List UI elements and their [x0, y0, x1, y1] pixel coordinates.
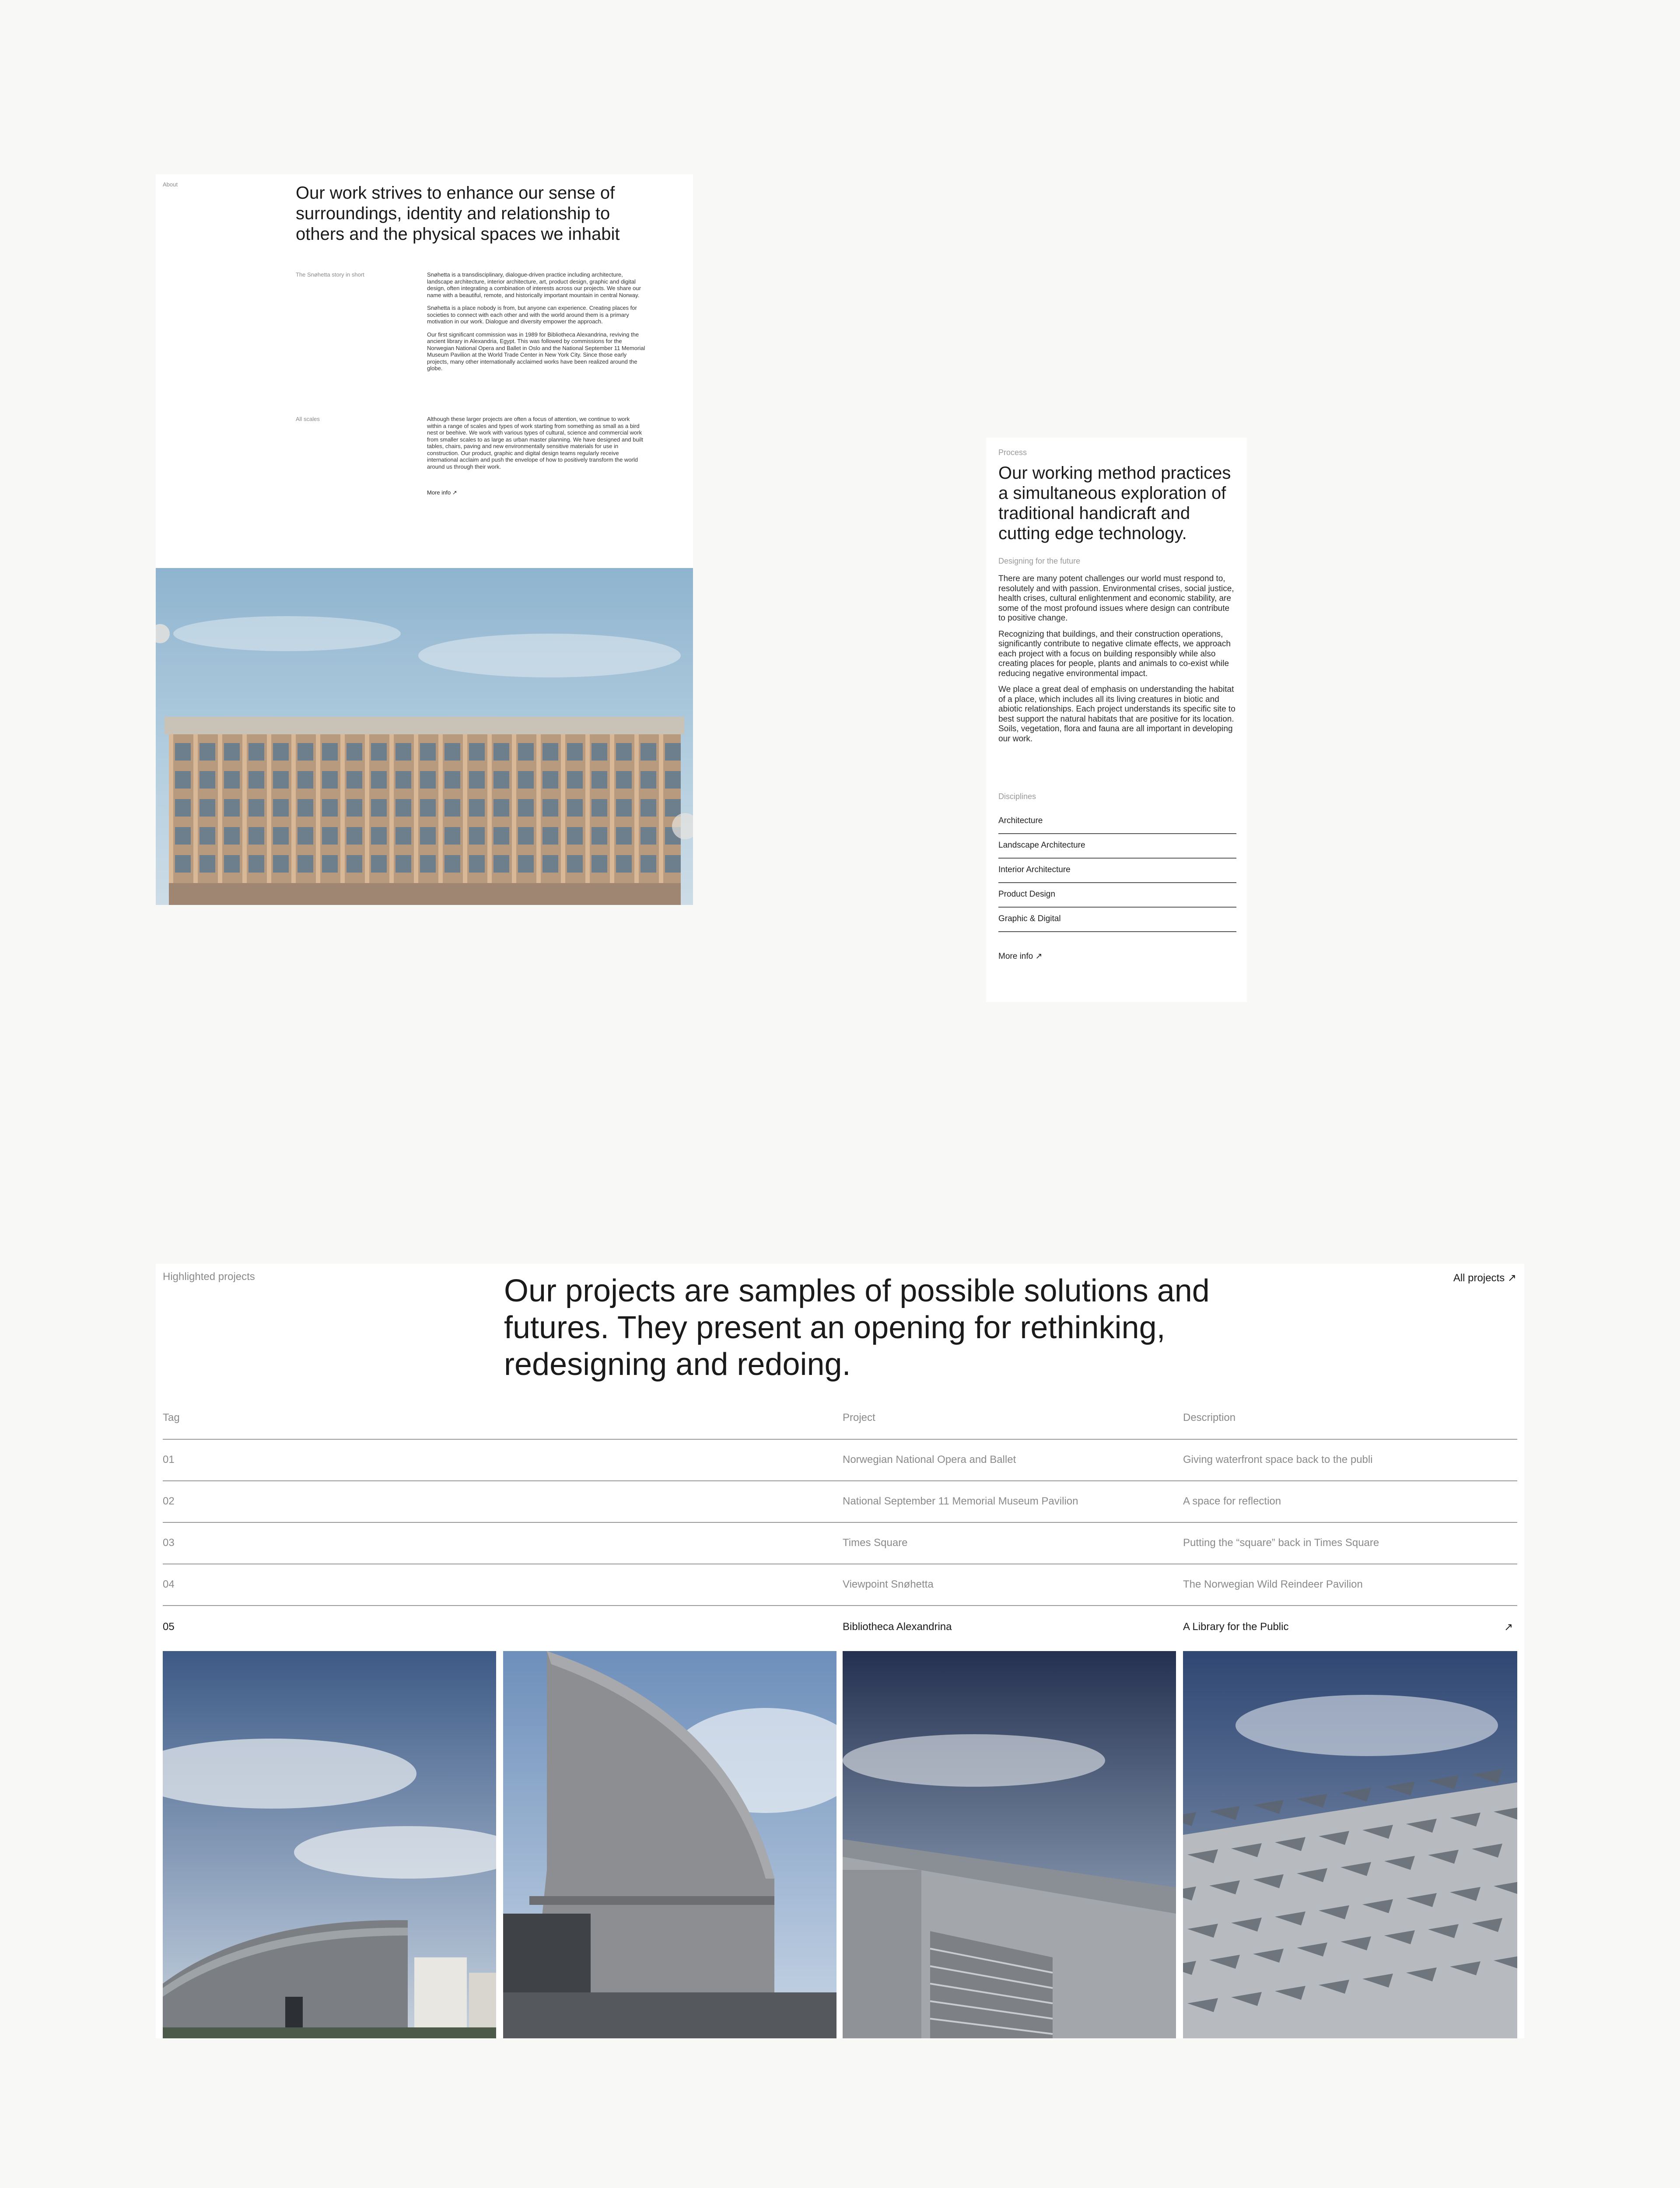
building-facade-photo	[156, 568, 693, 905]
row-project: Times Square	[843, 1537, 908, 1549]
row-project: Norwegian National Opera and Ballet	[843, 1454, 1016, 1466]
discipline-item[interactable]: Interior Architecture	[998, 859, 1236, 883]
row-tag: 03	[163, 1537, 175, 1549]
discipline-item[interactable]: Product Design	[998, 883, 1236, 908]
projects-card	[156, 1264, 1524, 2038]
column-header-tag: Tag	[163, 1412, 180, 1424]
process-paragraph: There are many potent challenges our world must respond to, resolutely and with passion. Environmental crises, social justice, health crises, cultural enlightenment and economic stability, are some of the most profound issues where design can contribute to positive change.	[998, 574, 1234, 623]
projects-heading: Our projects are samples of possible solutions and futures. They present an opening for rethinking, redesigning and redoing.	[504, 1273, 1210, 1382]
story-paragraph: Snøhetta is a transdisciplinary, dialogue-driven practice including architecture, landscape architecture, interior architecture, art, product design, graphic and digital design, often integrating a combination of interests across our projects. We share our name with a beautiful, remote, and historically important mountain in central Norway.	[427, 271, 641, 298]
library-exterior-photo	[163, 1651, 496, 2038]
process-text	[998, 574, 1238, 744]
discipline-item[interactable]: Landscape Architecture	[998, 834, 1236, 859]
process-sub-label: Designing for the future	[998, 557, 1081, 565]
process-label: Process	[998, 448, 1027, 457]
table-row[interactable]	[156, 1564, 1524, 1606]
scales-paragraph: Although these larger projects are often a focus of attention, we continue to work within a range of scales and types of work starting from something as small as a bird nest or beehive. We work with various types of cultural, science and commercial work from smaller scales to as large as urban master planning. We have designed and built tables, chairs, paving and new environmentally sensitive materials for use in construction. Our product, graphic and digital design teams regularly receive international acclaim and push the envelope of how to positively transform the world around us through their work.	[427, 416, 644, 470]
row-project: National September 11 Memorial Museum Pavilion	[843, 1495, 1078, 1507]
process-more-info-link[interactable]: More info ↗	[998, 952, 1043, 961]
about-more-info-link[interactable]: More info ↗	[427, 489, 457, 496]
story-text	[427, 271, 646, 378]
row-description: A Library for the Public	[1183, 1621, 1289, 1633]
row-tag: 04	[163, 1578, 175, 1590]
scales-text	[427, 416, 646, 476]
discipline-item[interactable]: Architecture	[998, 810, 1236, 834]
discipline-item[interactable]: Graphic & Digital	[998, 908, 1236, 932]
library-wall-photo	[503, 1651, 836, 2038]
about-heading: Our work strives to enhance our sense of surroundings, identity and relationship to others and the physical spaces we inhabit	[296, 183, 620, 244]
row-description: The Norwegian Wild Reindeer Pavilion	[1183, 1578, 1363, 1590]
disciplines-label: Disciplines	[998, 792, 1036, 801]
table-row[interactable]	[156, 1481, 1524, 1522]
process-paragraph: Recognizing that buildings, and their construction operations, significantly contribute to negative climate effects, we approach each project with a focus on building responsibly while also creating places for people, plants and animals to co-exist while reducing negative environmental impact.	[998, 629, 1231, 678]
table-row[interactable]	[156, 1523, 1524, 1564]
row-description: Putting the “square” back in Times Square	[1183, 1537, 1379, 1549]
library-roof-photo	[1183, 1651, 1517, 2038]
story-label: The Snøhetta story in short	[296, 271, 364, 278]
table-row[interactable]	[156, 1440, 1524, 1481]
highlighted-projects-label: Highlighted projects	[163, 1271, 255, 1283]
table-row-active[interactable]	[156, 1606, 1524, 1650]
about-label: About	[163, 181, 178, 188]
all-projects-link[interactable]: All projects ↗	[1453, 1272, 1516, 1284]
row-project: Bibliotheca Alexandrina	[843, 1621, 952, 1633]
row-tag: 02	[163, 1495, 175, 1507]
process-heading: Our working method practices a simultaneous exploration of traditional handicraft and cutting edge technology.	[998, 463, 1231, 543]
column-header-description: Description	[1183, 1412, 1236, 1424]
process-paragraph: We place a great deal of emphasis on understanding the habitat of a place, which includes all its living creatures in biotic and abiotic relationships. Each project understands its specific site to best support the natural habitats that are positive for its location. Soils, vegetation, flora and fauna are all important in developing our work.	[998, 685, 1236, 743]
row-description: A space for reflection	[1183, 1495, 1281, 1507]
process-card	[986, 438, 1247, 1002]
column-header-project: Project	[843, 1412, 875, 1424]
row-description: Giving waterfront space back to the publi	[1183, 1454, 1373, 1466]
library-stairs-photo	[843, 1651, 1176, 2038]
story-paragraph: Our first significant commission was in 1989 for Bibliotheca Alexandrina, reviving the ancient library in Alexandria, Egypt. This was followed by commissions for the Norwegian National Opera and Ballet in Oslo and the National September 11 Memorial Museum Pavilion at the World Trade Center in New York City. Since those early projects, many other internationally acclaimed works have been realized around the globe.	[427, 331, 645, 372]
about-card	[156, 174, 693, 905]
row-tag: 05	[163, 1621, 175, 1633]
story-paragraph: Snøhetta is a place nobody is from, but anyone can experience. Creating places for societies to connect with each other and with the world around them is a primary motivation in our work. Dialogue and diversity empower the approach.	[427, 305, 637, 325]
row-tag: 01	[163, 1454, 175, 1466]
arrow-up-right-icon[interactable]: ↗	[1504, 1621, 1513, 1633]
row-project: Viewpoint Snøhetta	[843, 1578, 934, 1590]
scales-label: All scales	[296, 416, 320, 422]
